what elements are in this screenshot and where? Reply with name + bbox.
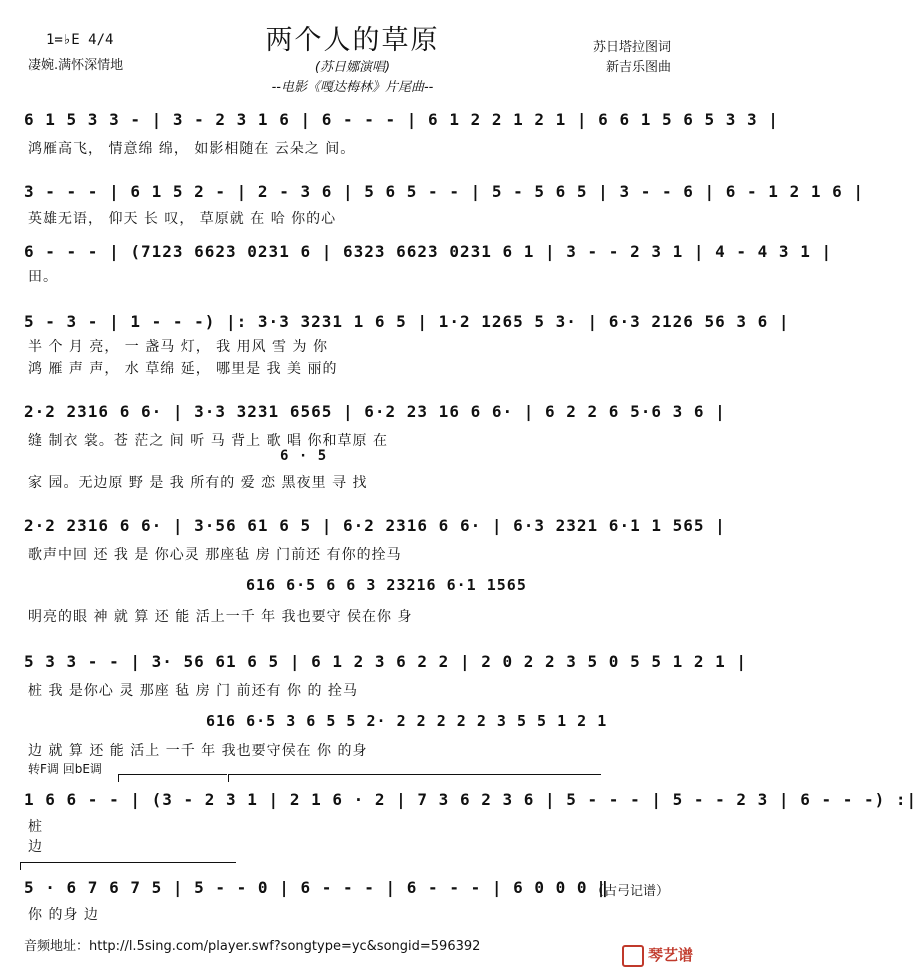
song-title: 两个人的草原 [265,25,440,56]
site-logo [622,944,693,967]
lyric-line: 鸿 雁 声 声， 水 草绵 延， 哪里是 我 美 丽的 [28,361,338,377]
lyric-line: 英雄无语， 仰天 长 叹， 草原就 在 哈 你的心 [28,211,337,227]
alternate-notation: 616 6·5 3 6 5 5 2· 2 2 2 2 2 3 5 5 1 2 1 [206,712,608,730]
key-signature: 1=♭E 4/4 [46,32,114,48]
notation-row: 5 · 6 7 6 7 5 | 5 - - 0 | 6 - - - | 6 - - - | 6 0 0 0 ‖ [24,878,609,897]
notation-row: 2·2 2316 6 6· | 3·56 61 6 5 | 6·2 2316 6 6· | 6·3 2321 6·1 1 565 | [24,516,726,535]
notation-row: 6 1 5 3 3 - | 3 - 2 3 1 6 | 6 - - - | 6 1 2 2 1 2 1 | 6 6 1 5 6 5 3 3 | [24,110,779,129]
performance-mood: 凄婉.满怀深情地 [28,58,124,73]
lyricist-credit: 苏日塔拉图词 [592,40,671,55]
lyric-line: 桩 我 是你心 灵 那座 毡 房 门 前还有 你 的 拴马 [28,683,358,699]
logo-text: 琴艺谱 [647,946,693,964]
composer-credit: 新吉乐图曲 [605,60,671,75]
ending-bracket [20,862,236,870]
logo-icon [622,945,644,967]
lyric-line: 你 的身 边 [28,907,99,923]
alternate-notation: 6 · 5 [280,448,328,464]
key-change-label: 转F调 回bE调 [28,762,102,776]
transcriber-note: （古弓记谱） [590,884,669,899]
lyric-line: 半 个 月 亮， 一 盏马 灯， 我 用风 雪 为 你 [28,339,328,355]
singer-note: (苏日娜演唱) [314,60,391,75]
notation-row: 5 3 3 - - | 3· 56 61 6 5 | 6 1 2 3 6 2 2 | 2 0 2 2 3 5 0 5 5 1 2 1 | [24,652,748,671]
lyric-line: 边 [28,839,43,855]
lyric-line: 家 园。无边原 野 是 我 所有的 爱 恋 黑夜里 寻 找 [28,475,368,491]
notation-row: 6 - - - | (7123 6623 0231 6 | 6323 6623 0231 6 1 | 3 - - 2 3 1 | 4 - 4 3 1 | [24,242,833,261]
film-subtitle: --电影《嘎达梅林》片尾曲-- [271,80,434,95]
modulation-bracket [118,774,227,782]
lyric-line: 鸿雁高飞， 情意绵 绵， 如影相随在 云朵之 间。 [28,141,356,157]
notation-row: 3 - - - | 6 1 5 2 - | 2 - 3 6 | 5 6 5 - - | 5 - 5 6 5 | 3 - - 6 | 6 - 1 2 1 6 | [24,182,864,201]
lyric-line: 田。 [28,269,58,285]
audio-link[interactable]: 音频地址：http://l.5sing.com/player.swf?songtype=yc&songid=596392 [24,939,481,954]
notation-row: 5 - 3 - | 1 - - -) |: 3·3 3231 1 6 5 | 1·2 1265 5 3· | 6·3 2126 56 3 6 | [24,312,790,331]
lyric-line: 缝 制衣 裳。苍 茫之 间 听 马 背上 歌 唱 你和草原 在 [28,433,388,449]
lyric-line: 边 就 算 还 能 活上 一千 年 我也要守侯在 你 的身 [28,743,368,759]
lyric-line: 明亮的眼 神 就 算 还 能 活上一千 年 我也要守 侯在你 身 [28,609,413,625]
lyric-line: 桩 [28,819,43,835]
notation-row: 2·2 2316 6 6· | 3·3 3231 6565 | 6·2 23 16 6 6· | 6 2 2 6 5·6 3 6 | [24,402,726,421]
alternate-notation: 616 6·5 6 6 3 23216 6·1 1565 [246,576,527,594]
lyric-line: 歌声中回 还 我 是 你心灵 那座毡 房 门前还 有你的拴马 [28,547,402,563]
notation-row: 1 6 6 - - | (3 - 2 3 1 | 2 1 6 · 2 | 7 3 6 2 3 6 | 5 - - - | 5 - - 2 3 | 6 - - -) :| [24,790,917,809]
modulation-bracket [228,774,601,782]
